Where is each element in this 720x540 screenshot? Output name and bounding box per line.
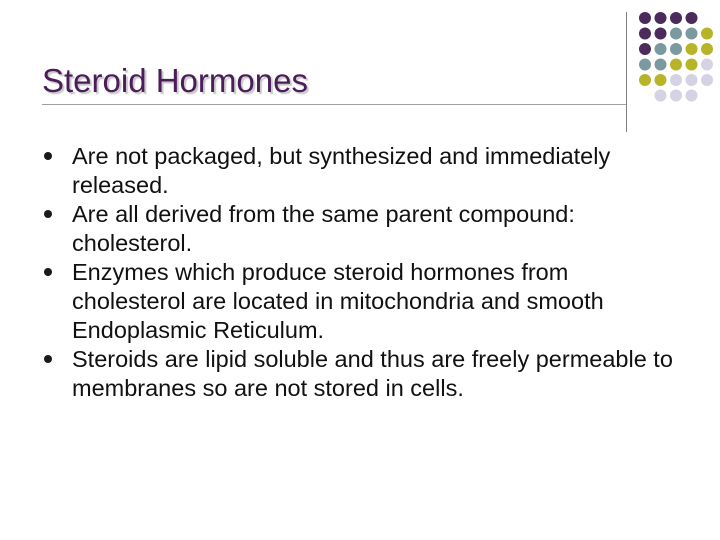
- decorative-dot: [686, 12, 698, 24]
- bullet-text: Steroids are lipid soluble and thus are freely permeable to membranes so are not stored in cells.: [72, 346, 673, 401]
- decorative-dot: [670, 28, 682, 40]
- decorative-dot: [655, 90, 667, 102]
- decorative-dot: [670, 74, 682, 86]
- decorative-dot: [655, 28, 667, 40]
- bullet-icon: [44, 152, 52, 160]
- decorative-dot: [639, 12, 651, 24]
- bullet-list: [44, 142, 684, 403]
- decorative-dot: [655, 59, 667, 71]
- decorative-dot: [639, 28, 651, 40]
- decorative-dot: [686, 74, 698, 86]
- decorative-dot: [701, 59, 713, 71]
- decorative-dot: [701, 28, 713, 40]
- decorative-dot: [639, 74, 651, 86]
- decorative-dot: [655, 74, 667, 86]
- decorative-dot: [686, 59, 698, 71]
- decorative-dot: [670, 90, 682, 102]
- bullet-item: [44, 345, 684, 403]
- bullet-item: [44, 142, 684, 200]
- decorative-dot: [639, 43, 651, 55]
- decorative-dot: [686, 43, 698, 55]
- decorative-dot: [686, 28, 698, 40]
- bullet-text: Are not packaged, but synthesized and immediately released.: [72, 143, 611, 198]
- bullet-icon: [44, 268, 52, 276]
- title-divider: [42, 104, 627, 105]
- decorative-dot: [686, 90, 698, 102]
- decorative-dot: [701, 74, 713, 86]
- bullet-item: [44, 258, 684, 345]
- decorative-dot: [670, 59, 682, 71]
- bullet-icon: [44, 210, 52, 218]
- vertical-divider: [626, 12, 627, 132]
- decorative-dot: [655, 12, 667, 24]
- decorative-dot: [655, 43, 667, 55]
- decorative-dot: [670, 12, 682, 24]
- bullet-text: Are all derived from the same parent compound: cholesterol.: [72, 201, 575, 256]
- bullet-item: [44, 200, 684, 258]
- bullet-text: Enzymes which produce steroid hormones from cholesterol are located in mitochondria and smooth Endoplasmic Reticulum.: [72, 259, 604, 343]
- decorative-dot: [639, 59, 651, 71]
- bullet-icon: [44, 355, 52, 363]
- decorative-dot: [701, 43, 713, 55]
- slide-title: Steroid Hormones: [42, 62, 308, 99]
- decorative-dot: [670, 43, 682, 55]
- decorative-dot-grid: [637, 10, 720, 120]
